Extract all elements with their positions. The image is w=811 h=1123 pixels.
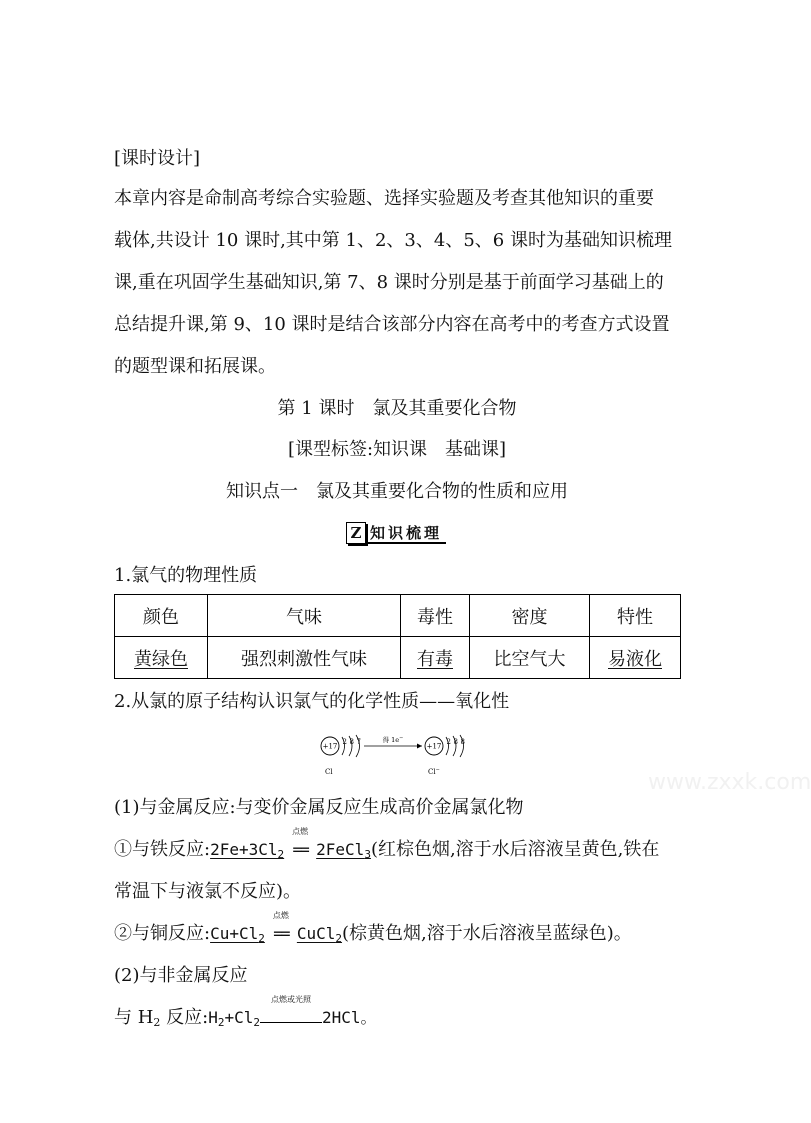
h2-equation: $H_2+Cl_2$ 点燃或光照 2HCl。 xyxy=(208,995,377,1029)
h2-reaction-line: 与 $H_2$ 反应$:H_2+Cl_2$ 点燃或光照 2HCl。 xyxy=(114,995,377,1029)
badge-text: 知识梳理 xyxy=(370,524,443,542)
fe-reaction-line-2: 常温下与液氯不反应)。 xyxy=(114,881,302,902)
odor-value: 强烈刺激性气味 xyxy=(208,637,401,679)
section-label: [课时设计] xyxy=(114,148,201,169)
table-header-cell: 毒性 xyxy=(401,595,470,637)
badge-underline xyxy=(368,542,446,544)
cu-prefix: ②与铜反应: xyxy=(114,923,211,944)
right-shell-count: 2 xyxy=(446,738,451,746)
left-atom-label: Cl xyxy=(325,768,333,776)
cu-condition: 点燃 xyxy=(272,911,289,920)
fe-condition: 点燃 xyxy=(292,827,309,836)
lesson-title: 第 1 课时 氯及其重要化合物 xyxy=(277,398,517,419)
table-header-cell: 特性 xyxy=(590,595,681,637)
cu-reaction-line xyxy=(114,911,632,946)
knowledge-review-badge xyxy=(346,522,446,544)
lesson-tag: [课型标签:知识课 基础课] xyxy=(287,439,507,460)
knowledge-point-title: 知识点一 氯及其重要化合物的性质和应用 xyxy=(226,481,568,502)
table-header-cell: 密度 xyxy=(470,595,590,637)
left-shell-count: 8 xyxy=(349,738,354,746)
intro-line-3: 课,重在巩固学生基础知识,第 7、8 课时分别是基于前面学习基础上的 xyxy=(114,272,664,293)
badge-letter: Z xyxy=(346,522,366,544)
fe-suffix: (红棕色烟,溶于水后溶液呈黄色,铁在 xyxy=(370,839,660,860)
atomic-structure-diagram xyxy=(318,732,478,784)
item1-title: 1.氯气的物理性质 xyxy=(114,565,258,586)
right-nucleus: +17 xyxy=(426,742,442,751)
density-value: 比空气大 xyxy=(470,637,590,679)
item2-title: 2.从氯的原子结构认识氯气的化学性质——氧化性 xyxy=(114,691,510,712)
table-header-row xyxy=(115,595,681,637)
h2-condition: 点燃或光照 xyxy=(271,995,312,1004)
arrow-head-icon xyxy=(417,744,422,749)
left-shell-count: 2 xyxy=(342,738,347,746)
left-shell-count: 7 xyxy=(356,738,361,746)
sub1-title: (1)与金属反应:与变价金属反应生成高价金属氯化物 xyxy=(114,797,524,818)
arrow-label: 得 1e− xyxy=(382,735,404,744)
cu-suffix: (棕黄色烟,溶于水后溶液呈蓝绿色)。 xyxy=(342,923,632,944)
fe-prefix: ①与铁反应: xyxy=(114,839,211,860)
right-shell-count: 8 xyxy=(453,738,458,746)
intro-line-4: 总结提升课,第 9、10 课时是结合该部分内容在高考中的考查方式设置 xyxy=(114,314,670,335)
intro-line-1: 本章内容是命制高考综合实验题、选择实验题及考查其他知识的重要 xyxy=(114,188,654,209)
left-nucleus: +17 xyxy=(322,742,338,751)
toxicity-value: 有毒 xyxy=(417,648,453,670)
right-ion-label: Cl− xyxy=(428,767,440,776)
table-row xyxy=(115,637,681,679)
sub2-title: (2)与非金属反应 xyxy=(114,965,248,986)
table-header-cell: 颜色 xyxy=(115,595,208,637)
intro-line-5: 的题型课和拓展课。 xyxy=(114,356,276,377)
fe-equation: $2Fe+3Cl_2$ 点燃 == 2FeCl$_3$ xyxy=(210,827,371,861)
fe-reaction-line xyxy=(114,827,660,862)
color-value: 黄绿色 xyxy=(134,648,188,670)
table-header-cell: 气味 xyxy=(208,595,401,637)
chlorine-properties-table xyxy=(114,594,681,679)
right-shell-count: 8 xyxy=(460,738,465,746)
property-value: 易液化 xyxy=(608,648,662,670)
cu-equation: $Cu+Cl_2$ 点燃 == CuCl$_2$ xyxy=(210,911,343,945)
watermark: www.zxxk.com xyxy=(648,770,811,795)
intro-line-2: 载体,共设计 10 课时,其中第 1、2、3、4、5、6 课时为基础知识梳理 xyxy=(114,230,672,251)
